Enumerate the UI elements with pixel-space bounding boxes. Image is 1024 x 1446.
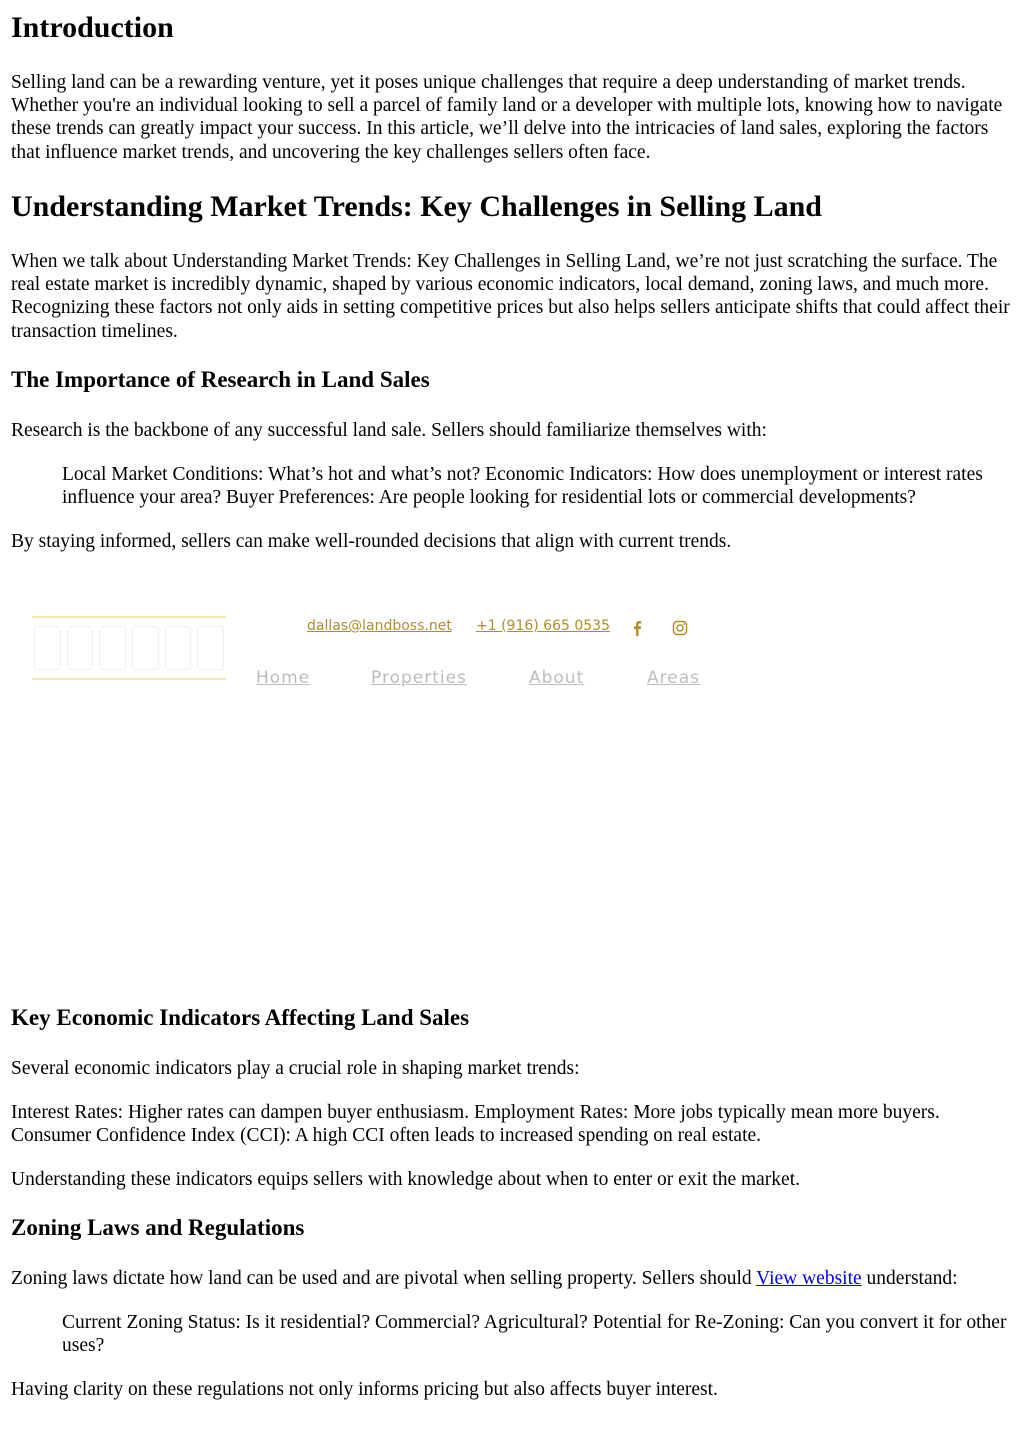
research-heading: The Importance of Research in Land Sales: [11, 367, 430, 392]
logo-letter: [165, 626, 192, 670]
nav-areas[interactable]: Areas: [647, 668, 700, 688]
logo-letter: [132, 626, 159, 670]
intro-paragraph: Selling land can be a rewarding venture, yet it poses unique challenges that require a deep understanding of market trends. Whether you're an individual looking to sell a parcel of family land or a developer with multiple lots, knowing how to navigate these trends can greatly impact your success. In this article, we’ll delve into the intricacies of land sales, exploring the factors that influence market trends, and uncovering the key challenges sellers often face.: [11, 72, 1003, 163]
understanding-paragraph: When we talk about Understanding Market Trends: Key Challenges in Selling Land, we’re not just scratching the surface. The real estate market is incredibly dynamic, shaped by various economic indicators, local demand, zoning laws, and much more. Recognizing these factors not only aids in setting competitive prices but also helps sellers anticipate shifts that could affect their transaction timelines.: [11, 251, 1010, 342]
logo-rule-top: [32, 616, 226, 618]
economic-intro: Several economic indicators play a crucial role in shaping market trends:: [11, 1058, 580, 1079]
zoning-intro-text: Zoning laws dictate how land can be used and are pivotal when selling property. Sellers should: [11, 1268, 757, 1289]
logo-letter: [34, 626, 61, 670]
logo-wordmark: [34, 626, 224, 670]
nav-about[interactable]: About: [529, 668, 585, 688]
phone-link[interactable]: +1 (916) 665 0535: [476, 618, 610, 634]
logo-letter: [67, 626, 94, 670]
understanding-heading: Understanding Market Trends: Key Challenges in Selling Land: [11, 190, 822, 223]
economic-closing: Understanding these indicators equips sellers with knowledge about when to enter or exit the market.: [11, 1169, 800, 1190]
zoning-intro: [11, 1267, 1017, 1290]
zoning-heading: Zoning Laws and Regulations: [11, 1215, 305, 1240]
economic-heading: Key Economic Indicators Affecting Land Sales: [11, 1005, 470, 1030]
research-list: Local Market Conditions: What’s hot and what’s not? Economic Indicators: How does unemployment or interest rates influence your area? Buyer Preferences: Are people looking for residential lots or commercial developments?: [62, 464, 983, 509]
logo-letter: [197, 626, 224, 670]
zoning-closing: Having clarity on these regulations not only informs pricing but also affects buyer interest.: [11, 1379, 718, 1400]
email-link[interactable]: dallas@landboss.net: [307, 618, 452, 634]
intro-heading: Introduction: [11, 11, 174, 44]
research-closing: By staying informed, sellers can make well-rounded decisions that align with current trends.: [11, 531, 732, 552]
logo-letter: [99, 626, 126, 670]
zoning-intro-tail: understand:: [861, 1268, 958, 1289]
site-logo[interactable]: [32, 616, 226, 696]
zoning-list: Current Zoning Status: Is it residential? Commercial? Agricultural? Potential for Re-Zoning: Can you convert it for other uses?: [62, 1312, 1007, 1357]
economic-list: Interest Rates: Higher rates can dampen buyer enthusiasm. Employment Rates: More jobs typically mean more buyers. Consumer Confidence Index (CCI): A high CCI often leads to increased spending on real estate.: [11, 1102, 940, 1147]
research-intro: Research is the backbone of any successful land sale. Sellers should familiarize themselves with:: [11, 420, 767, 441]
view-website-link[interactable]: View website: [756, 1268, 862, 1289]
nav-home[interactable]: Home: [256, 668, 311, 688]
logo-rule-bottom: [32, 678, 226, 680]
facebook-icon[interactable]: [629, 620, 645, 636]
site-header: [0, 600, 1024, 710]
instagram-icon[interactable]: [672, 620, 688, 636]
nav-properties[interactable]: Properties: [371, 668, 467, 688]
